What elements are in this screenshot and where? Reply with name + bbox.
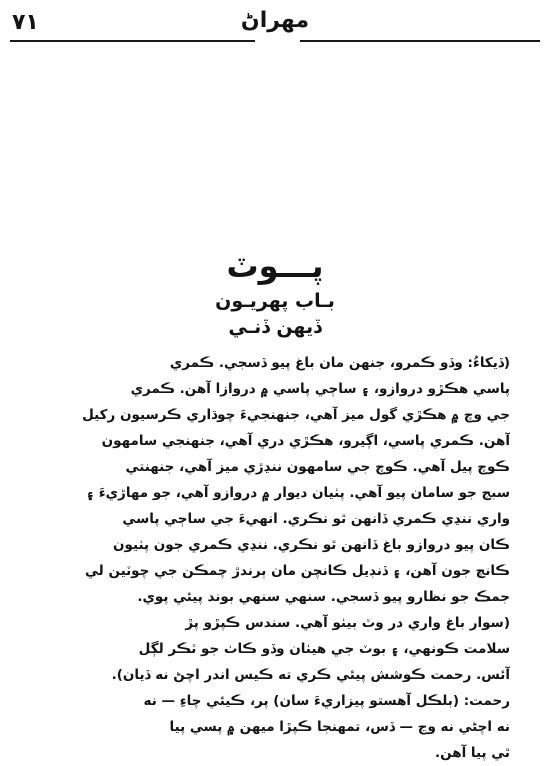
- text-line: پاسي هڪڙو دروازو، ۽ ساڄي پاسي ۾ دروازا آهن. ڪمري: [130, 381, 510, 397]
- text-line: واري ننڍي ڪمري ڏانهن ٿو نڪري. انهيءَ جي ساڄي پاسي: [122, 511, 510, 527]
- text-line: جي وچ ۾ هڪڙي گول ميز آهي، جنهنجيءَ چوڌاري ڪرسيون رکيل: [82, 407, 510, 423]
- play-title: پـــوٽ: [226, 247, 324, 285]
- text-line: سبج جو سامان پيو آهي. پٺيان ديوار ۾ دروازو آهي، جو مهاڙيءَ ۽: [86, 485, 510, 501]
- stage-direction-paragraph: [38, 610, 510, 688]
- text-line: سلامت ڪونهي، ۽ بوٽ جي هيٺان وڏو ڪاٺ جو ٽڪر لڳل: [138, 641, 510, 657]
- page-header: [0, 0, 550, 46]
- text-line: جمڪ جو نظارو پيو ڏسجي. سنهي سنهي بوند پيئي پوي.: [137, 589, 510, 605]
- text-line: ڪان پيو دروازو باغ ڏانهن ٿو نڪري. ننڍي ڪمري جون پٺيون: [113, 537, 510, 553]
- stage-direction-paragraph: [38, 350, 510, 610]
- chapter-headings: [0, 244, 550, 340]
- act-heading: بـاب پهريـون: [215, 290, 335, 312]
- dialogue-paragraph: [38, 688, 510, 766]
- scene-heading: ڏيهن ڏنـي: [228, 316, 322, 338]
- text-line: (سوار باغ واري در وٽ بيٺو آهي. سندس ڪپڙو پڙ: [185, 615, 510, 631]
- header-rule-right: [300, 40, 540, 42]
- text-line: (ڏيکاءُ: وڏو ڪمرو، جنهن مان باغ پيو ڏسجي. ڪمري: [169, 355, 510, 371]
- text-line: آئس. رحمت ڪوشش پيئي ڪري ته ڪيس اندر اچڻ نه ڏيان).: [111, 667, 510, 683]
- header-rule-left: [10, 40, 255, 42]
- text-line: ٿي پيا آهن.: [434, 745, 510, 761]
- text-line: ڪانچ جون آهن، ۽ ڏنڊيل ڪانچن مان ٻرندڙ چمڪن جي چوٽين لي: [85, 563, 510, 579]
- running-title: مهراڻ: [240, 8, 310, 33]
- body-text: [38, 350, 510, 766]
- page-number: ٧١: [12, 10, 39, 35]
- text-line: نه اچڻي نه وڃ — ڏس، تمهنجا ڪپڙا ميهن ۾ پسي پيا: [169, 719, 510, 735]
- text-line: آهن. ڪمري پاسي، اڳيرو، هڪڙي دري آهي، جنهنجي سامهون: [101, 433, 510, 449]
- text-line: رحمت: (بلڪل آهستو پيزاريءَ سان) پر، ڪيئي چاءِ — نه: [143, 693, 510, 709]
- text-line: ڪوچ پيل آهي. ڪوچ جي سامهون ننڍڙي ميز آهي، جنهنتي: [125, 459, 510, 475]
